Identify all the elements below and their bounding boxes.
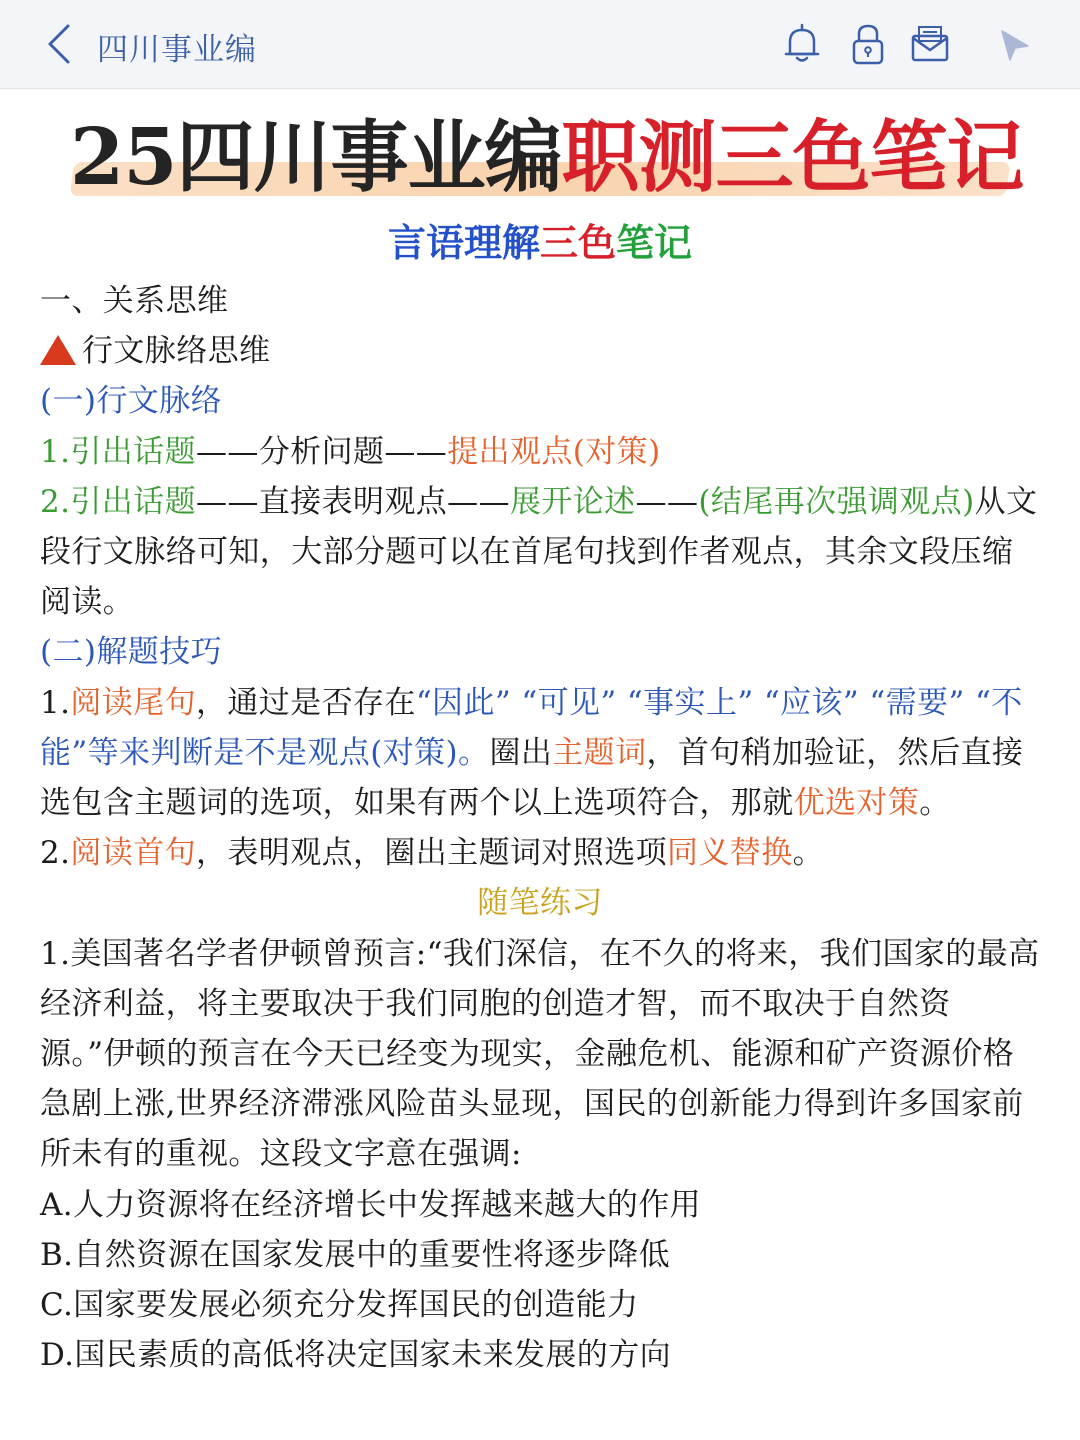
tech1-f: 主题词 [552,734,647,771]
tech1-i: 。 [919,785,951,822]
sub-heading [40,326,1040,376]
line2-e: 从文段行文脉络可知，大部分题可以在首尾句找到作者观点，其余文段压缩阅读。 [40,483,1038,621]
technique-1 [40,678,1040,829]
top-nav-bar [0,0,1080,89]
lock-button[interactable] [848,22,888,66]
bell-icon [782,22,822,66]
line1-num: 1.引出话题 [40,433,196,470]
tech2-d: 。 [792,835,825,872]
lock-icon [848,22,888,66]
practice-heading: 随笔练习 [477,885,603,922]
main-title-part2: 职测三色笔记 [561,112,1024,203]
practice-question: 1.美国著名学者伊顿曾预言:“我们深信，在不久的将来，我们国家的最高经济利益，将主要取决于我们同胞的创造才智，而不取决于自然资源。”伊顿的预言在今天已经变为现实，金融危机、能源和矿产资源价格急剧上涨,世界经济滞涨风险苗头显现，国民的创新能力得到许多国家前所未有的重视。这段文字意在强调: [40,935,1040,1173]
tech2-b: ，表明观点，圈出主题词对照选项 [196,835,667,872]
tech2-c: 同义替换 [667,835,793,872]
line2-a: ——直接表明观点—— [195,483,510,520]
option-d: D.国民素质的高低将决定国家未来发展的方向 [40,1337,672,1374]
notes-content [40,276,1040,1380]
tech1-keywords: “因此” “可见” “事实上” “应该” “需要” “不能” [40,684,1023,771]
back-button[interactable] [38,22,82,66]
warning-triangle-icon [40,335,76,365]
main-title-block [70,110,1024,206]
tech1-a: 阅读尾句 [70,684,196,721]
subtitle-part1: 言语理解 [387,220,540,265]
structure-line-2 [40,477,1040,628]
tech1-e: 圈出 [489,734,553,771]
share-button[interactable] [994,22,1034,66]
tech1-num: 1. [40,684,71,721]
line2-b: 展开论述 [509,483,636,520]
line2-num: 2.引出话题 [40,483,196,520]
subtitle [0,218,1080,268]
sub-heading-text: 行文脉络思维 [82,333,271,370]
section-heading: 一、关系思维 [40,283,229,319]
tech2-num: 2. [40,835,71,872]
tech1-d: 等来判断是不是观点(对策)。 [87,734,490,771]
option-b: B.自然资源在国家发展中的重要性将逐步降低 [40,1236,671,1273]
main-title [70,110,1024,206]
nav-title: 四川事业编 [97,32,257,68]
bell-button[interactable] [782,22,822,66]
tech1-b: ，通过是否存在 [196,684,416,721]
line2-c: —— [635,483,699,520]
line2-d: (结尾再次强调观点) [698,483,975,520]
chevron-left-icon [38,22,82,66]
heading-techniques: (二)解题技巧 [40,634,222,671]
tech1-g: ，首句稍加验证，然后直接选包含主题词的选项，如果有两个以上选项符合，那就 [40,734,1024,822]
structure-line-1 [40,427,1040,477]
option-c: C.国家要发展必须充分发挥国民的创造能力 [40,1287,639,1324]
main-title-part1: 25四川事业编 [70,112,562,203]
line1-end: 提出观点(对策) [447,433,661,470]
mail-icon [910,22,950,66]
mail-button[interactable] [910,22,950,66]
line1-mid: ——分析问题—— [195,433,448,470]
share-icon [994,22,1034,66]
subtitle-part2: 三色 [539,220,616,265]
option-a: A.人力资源将在经济增长中发挥越来越大的作用 [40,1186,702,1223]
tech1-h: 优选对策 [793,785,920,822]
tech2-a: 阅读首句 [70,835,196,872]
subtitle-part3: 笔记 [616,220,693,265]
heading-structure: (一)行文脉络 [40,383,222,420]
technique-2 [40,828,1040,878]
